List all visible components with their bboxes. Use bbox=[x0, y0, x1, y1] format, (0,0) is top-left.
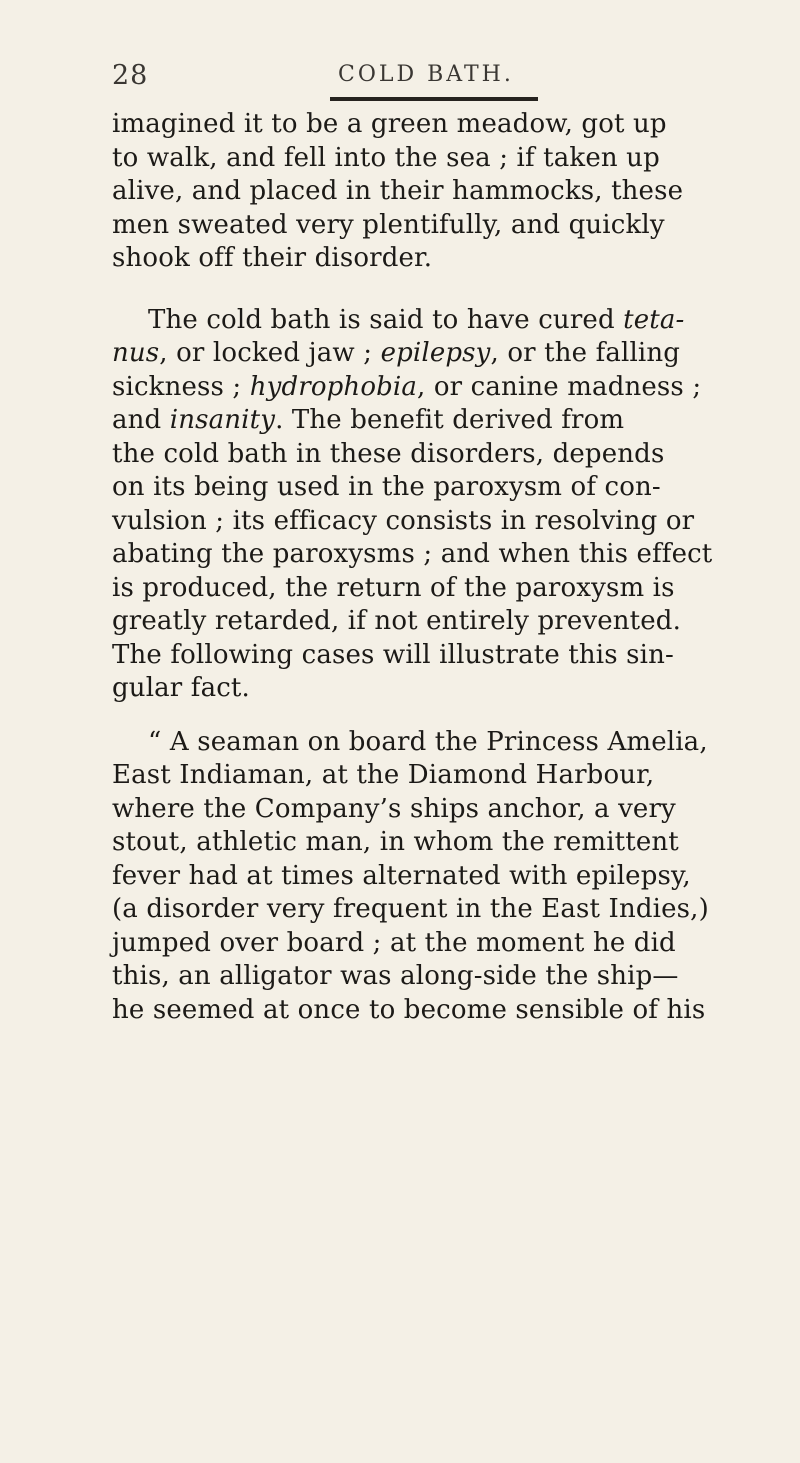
header-rule bbox=[330, 97, 538, 101]
text-span: The cold bath is said to have cured bbox=[148, 304, 624, 335]
text-span: and bbox=[112, 405, 170, 435]
text-line: abating the paroxysms ; and when this effect bbox=[112, 539, 713, 569]
text-line: greatly retarded, if not entirely prevented. bbox=[112, 606, 681, 636]
text-span: . The benefit derived from bbox=[275, 405, 625, 435]
text-line: the cold bath in these disorders, depends bbox=[112, 438, 665, 469]
text-line: fever had at times alternated with epilepsy, bbox=[112, 860, 691, 891]
text-line: where the Company’s ships anchor, a very bbox=[112, 793, 676, 824]
text-line bbox=[112, 337, 742, 371]
text-span: , or the falling bbox=[490, 338, 681, 368]
text-line: alive, and placed in their hammocks, these bbox=[112, 176, 684, 206]
italic-term: insanity bbox=[169, 405, 276, 435]
italic-term: nus bbox=[112, 338, 160, 368]
text-line: on its being used in the paroxysm of con- bbox=[112, 472, 661, 502]
paragraph-1 bbox=[112, 108, 742, 276]
italic-term: hydrophobia bbox=[249, 371, 418, 402]
text-line bbox=[112, 371, 742, 405]
text-line: gular fact. bbox=[112, 673, 250, 703]
text-line: to walk, and fell into the sea ; if taken up bbox=[112, 142, 660, 173]
text-line: imagined it to be a green meadow, got up bbox=[112, 109, 667, 139]
text-span: , or locked jaw ; bbox=[159, 338, 381, 368]
italic-term: teta- bbox=[623, 304, 685, 335]
text-span: , or canine madness ; bbox=[417, 371, 702, 402]
text-line: shook off their disorder. bbox=[112, 243, 433, 273]
body-text bbox=[112, 108, 742, 1027]
text-line bbox=[112, 404, 742, 438]
running-title: COLD BATH. bbox=[338, 62, 514, 87]
text-span: sickness ; bbox=[112, 371, 250, 402]
text-line bbox=[112, 304, 742, 338]
paragraph-2 bbox=[112, 304, 742, 706]
text-line: men sweated very plentifully, and quickly bbox=[112, 209, 665, 240]
text-line: East Indiaman, at the Diamond Harbour, bbox=[112, 760, 655, 790]
text-line: jumped over board ; at the moment he did bbox=[112, 927, 676, 958]
paragraph-3 bbox=[112, 726, 742, 1028]
text-line: The following cases will illustrate this sin- bbox=[112, 639, 674, 670]
text-line: this, an alligator was along-side the ship— bbox=[112, 961, 679, 991]
running-head bbox=[112, 60, 732, 100]
text-line: stout, athletic man, in whom the remittent bbox=[112, 827, 679, 857]
text-line: vulsion ; its efficacy consists in resolving or bbox=[112, 505, 695, 536]
text-line: (a disorder very frequent in the East Indies,) bbox=[112, 894, 709, 924]
text-line: “ A seaman on board the Princess Amelia, bbox=[148, 726, 708, 757]
page-number: 28 bbox=[112, 60, 149, 91]
text-line: is produced, the return of the paroxysm is bbox=[112, 572, 675, 603]
text-line: he seemed at once to become sensible of his bbox=[112, 994, 706, 1025]
italic-term: epilepsy bbox=[380, 338, 491, 368]
